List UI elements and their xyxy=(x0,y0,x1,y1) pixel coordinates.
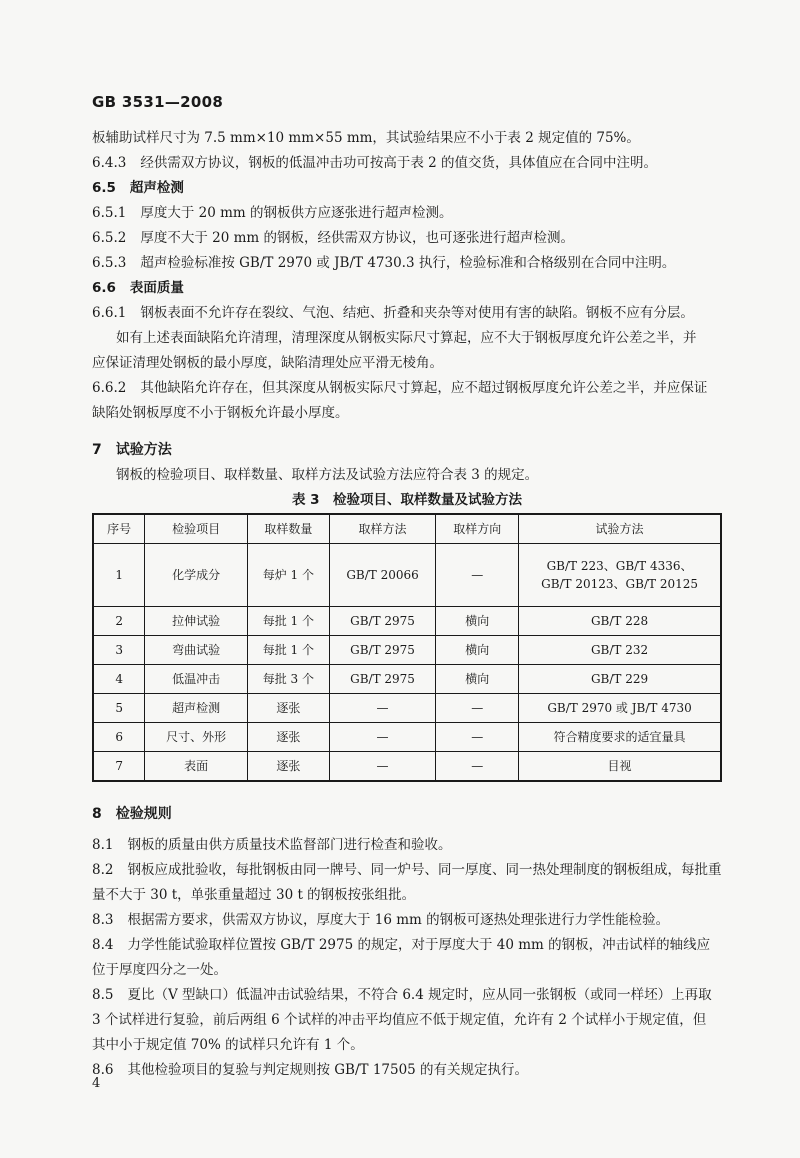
table-cell: — xyxy=(436,544,519,607)
clause-text: 夏比（V 型缺口）低温冲击试验结果，不符合 6.4 规定时，应从同一张钢板（或同一样坯）上再取 xyxy=(127,987,712,1003)
paragraph-line: 位于厚度四分之一处。 xyxy=(92,962,227,978)
section-title: 检验规则 xyxy=(115,806,172,822)
table-header-row xyxy=(93,514,721,544)
continuation-line: 板辅助试样尺寸为 7.5 mm×10 mm×55 mm，其试验结果应不小于表 2 规定值的 75%。 xyxy=(92,130,640,146)
table-cell: GB/T 2975 xyxy=(329,636,436,665)
table-row xyxy=(93,544,721,607)
table-cell: 横向 xyxy=(436,636,519,665)
table-cell: 尺寸、外形 xyxy=(145,723,248,752)
clause-number: 6.4.3 xyxy=(92,155,127,171)
clause-8-2 xyxy=(92,858,722,883)
clause-text: 其他检验项目的复验与判定规则按 GB/T 17505 的有关规定执行。 xyxy=(127,1062,529,1078)
table-cell: 逐张 xyxy=(248,723,330,752)
clause-6-5-heading xyxy=(92,176,722,201)
table-cell: 逐张 xyxy=(248,694,330,723)
table-cell: 2 xyxy=(93,607,145,636)
clause-6-6-heading xyxy=(92,276,722,301)
table-row xyxy=(93,636,721,665)
column-header: 检验项目 xyxy=(145,514,248,544)
table-cell: — xyxy=(329,694,436,723)
clause-8-4 xyxy=(92,933,722,958)
column-header: 取样数量 xyxy=(248,514,330,544)
table-cell: 每炉 1 个 xyxy=(248,544,330,607)
clause-8-3 xyxy=(92,908,722,933)
paragraph-line: 如有上述表面缺陷允许清理，清理深度从钢板实际尺寸算起，应不大于钢板厚度允许公差之半，并 xyxy=(116,330,697,346)
table-cell: 每批 1 个 xyxy=(248,636,330,665)
table-row xyxy=(93,665,721,694)
clause-text: 其他缺陷允许存在，但其深度从钢板实际尺寸算起，应不超过钢板厚度允许公差之半，并应保证 xyxy=(140,380,708,396)
column-header: 取样方法 xyxy=(329,514,436,544)
table-cell: 4 xyxy=(93,665,145,694)
clause-6-4-3 xyxy=(92,151,722,176)
section-8-heading xyxy=(92,802,722,827)
table-cell: 表面 xyxy=(145,752,248,782)
table-cell xyxy=(519,544,721,607)
clause-number: 8.5 xyxy=(92,987,114,1003)
paragraph-line: 量不大于 30 t，单张重量超过 30 t 的钢板按张组批。 xyxy=(92,887,416,903)
clause-number: 6.5.3 xyxy=(92,255,127,271)
paragraph-line: 缺陷处钢板厚度不小于钢板允许最小厚度。 xyxy=(92,405,349,421)
table-cell: 目视 xyxy=(519,752,721,782)
clause-text: 钢板应成批验收，每批钢板由同一牌号、同一炉号、同一厚度、同一热处理制度的钢板组成，每批重 xyxy=(127,862,722,878)
table-cell: 5 xyxy=(93,694,145,723)
table-cell: 横向 xyxy=(436,665,519,694)
table-row xyxy=(93,752,721,782)
clause-number: 8.4 xyxy=(92,937,114,953)
column-header: 试验方法 xyxy=(519,514,721,544)
clause-6-5-2 xyxy=(92,226,722,251)
clause-text: 根据需方要求，供需双方协议，厚度大于 16 mm 的钢板可逐热处理张进行力学性能检验。 xyxy=(127,912,670,928)
page-content xyxy=(92,126,722,1083)
table-cell: GB/T 229 xyxy=(519,665,721,694)
clause-title: 表面质量 xyxy=(129,280,184,296)
clause-text: 超声检验标准按 GB/T 2970 或 JB/T 4730.3 执行，检验标准和合格级别在合同中注明。 xyxy=(140,255,676,271)
table-cell: 拉伸试验 xyxy=(145,607,248,636)
table-cell: 符合精度要求的适宜量具 xyxy=(519,723,721,752)
table-cell: 3 xyxy=(93,636,145,665)
table-row xyxy=(93,723,721,752)
table-cell: 超声检测 xyxy=(145,694,248,723)
table-cell: 逐张 xyxy=(248,752,330,782)
table-cell: 1 xyxy=(93,544,145,607)
clause-number: 8.3 xyxy=(92,912,114,928)
table-cell: — xyxy=(329,752,436,782)
table-row xyxy=(93,694,721,723)
table-cell: GB/T 232 xyxy=(519,636,721,665)
clause-8-1 xyxy=(92,833,722,858)
clause-text: 厚度大于 20 mm 的钢板供方应逐张进行超声检测。 xyxy=(140,205,453,221)
paragraph-line: 应保证清理处钢板的最小厚度，缺陷清理处应平滑无棱角。 xyxy=(92,355,443,371)
section-7-intro: 钢板的检验项目、取样数量、取样方法及试验方法应符合表 3 的规定。 xyxy=(116,467,539,483)
table-cell: — xyxy=(436,723,519,752)
clause-6-5-1 xyxy=(92,201,722,226)
clause-number: 6.5 xyxy=(92,180,116,196)
clause-text: 经供需双方协议，钢板的低温冲击功可按高于表 2 的值交货，具体值应在合同中注明。 xyxy=(140,155,658,171)
table-cell: GB/T 228 xyxy=(519,607,721,636)
clause-6-6-1 xyxy=(92,301,722,326)
clause-number: 6.5.1 xyxy=(92,205,127,221)
clause-number: 6.6.1 xyxy=(92,305,127,321)
table-3-caption: 表 3 检验项目、取样数量及试验方法 xyxy=(291,492,523,508)
standard-number: GB 3531—2008 xyxy=(92,93,224,111)
table-cell: — xyxy=(436,694,519,723)
table-cell: 弯曲试验 xyxy=(145,636,248,665)
clause-6-5-3 xyxy=(92,251,722,276)
section-number: 7 xyxy=(92,442,102,458)
table-cell: GB/T 2975 xyxy=(329,665,436,694)
clause-number: 6.6 xyxy=(92,280,116,296)
table-3 xyxy=(92,513,722,782)
clause-title: 超声检测 xyxy=(129,180,184,196)
table-cell: 化学成分 xyxy=(145,544,248,607)
column-header: 序号 xyxy=(93,514,145,544)
column-header: 取样方向 xyxy=(436,514,519,544)
table-cell: 7 xyxy=(93,752,145,782)
paragraph-line: 其中小于规定值 70% 的试样只允许有 1 个。 xyxy=(92,1037,364,1053)
table-cell: 每批 3 个 xyxy=(248,665,330,694)
section-title: 试验方法 xyxy=(115,442,172,458)
cell-line: GB/T 20123、GB/T 20125 xyxy=(541,577,698,591)
paragraph-line: 3 个试样进行复验，前后两组 6 个试样的冲击平均值应不低于规定值，允许有 2 个试样小于规定值，但 xyxy=(92,1012,707,1028)
table-cell: 低温冲击 xyxy=(145,665,248,694)
table-row xyxy=(93,607,721,636)
clause-number: 6.6.2 xyxy=(92,380,127,396)
clause-text: 厚度不大于 20 mm 的钢板，经供需双方协议，也可逐张进行超声检测。 xyxy=(140,230,575,246)
clause-number: 6.5.2 xyxy=(92,230,127,246)
section-7-heading xyxy=(92,438,722,463)
table-cell: 横向 xyxy=(436,607,519,636)
clause-text: 钢板表面不允许存在裂纹、气泡、结疤、折叠和夹杂等对使用有害的缺陷。钢板不应有分层。 xyxy=(140,305,694,321)
cell-line: GB/T 223、GB/T 4336、 xyxy=(546,559,693,573)
table-cell: GB/T 2970 或 JB/T 4730 xyxy=(519,694,721,723)
clause-8-5 xyxy=(92,983,722,1008)
table-cell: — xyxy=(329,723,436,752)
table-cell: GB/T 20066 xyxy=(329,544,436,607)
clause-number: 8.6 xyxy=(92,1062,114,1078)
clause-text: 钢板的质量由供方质量技术监督部门进行检查和验收。 xyxy=(127,837,452,853)
clause-number: 8.2 xyxy=(92,862,114,878)
table-cell: GB/T 2975 xyxy=(329,607,436,636)
table-cell: 每批 1 个 xyxy=(248,607,330,636)
table-cell: 6 xyxy=(93,723,145,752)
page-number: 4 xyxy=(92,1076,101,1091)
section-number: 8 xyxy=(92,806,102,822)
clause-8-6 xyxy=(92,1058,722,1083)
clause-text: 力学性能试验取样位置按 GB/T 2975 的规定，对于厚度大于 40 mm 的钢板，冲击试样的轴线应 xyxy=(127,937,711,953)
clause-number: 8.1 xyxy=(92,837,114,853)
table-cell: — xyxy=(436,752,519,782)
clause-6-6-2 xyxy=(92,376,722,401)
